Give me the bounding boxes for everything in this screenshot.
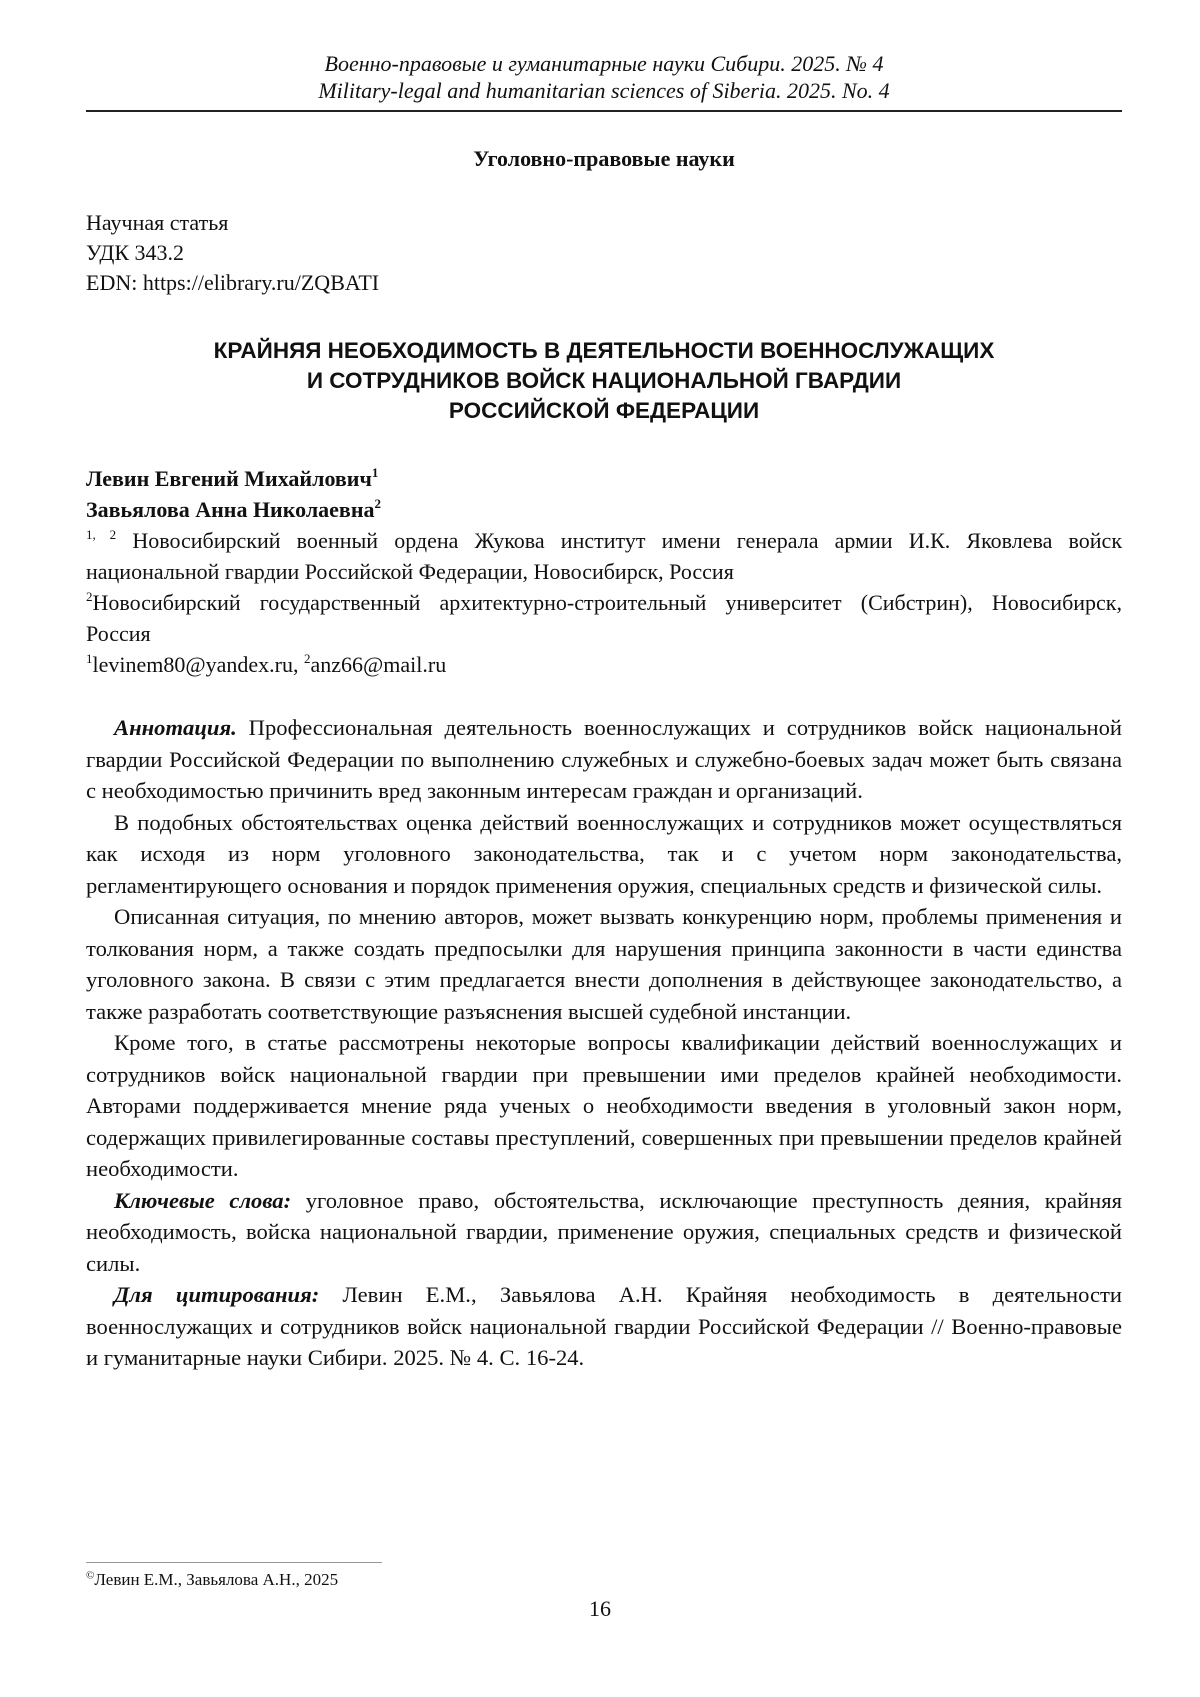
section-title: Уголовно-правовые науки [473, 146, 735, 171]
affiliation-mark: 1, 2 [86, 526, 117, 542]
keywords-label: Ключевые слова: [114, 1187, 292, 1213]
affiliation-mark: 2 [86, 588, 93, 604]
title-line: КРАЙНЯЯ НЕОБХОДИМОСТЬ В ДЕЯТЕЛЬНОСТИ ВОЕННОСЛУЖАЩИХ [213, 338, 995, 363]
email-link[interactable]: levinem80@yandex.ru, [92, 652, 304, 677]
edn-link[interactable]: EDN: https://elibrary.ru/ZQBATI [86, 270, 380, 295]
copyright-footnote: ©Левин Е.М., Завьялова А.Н., 2025 [86, 1569, 339, 1589]
email-link[interactable]: anz66@mail.ru [310, 652, 447, 677]
title-line: РОССИЙСКОЙ ФЕДЕРАЦИИ [448, 398, 760, 423]
keywords: Ключевые слова: уголовное право, обстоятельства, исключающие преступность деяния, крайняя необходимость, войска национальной гвардии, применение оружия, специальных средств и физической силы. [86, 1187, 1122, 1276]
abstract-paragraph: Кроме того, в статье рассмотрены некоторые вопросы квалификации действий военнослужащих и сотрудников войск национальной гвардии при превышении ими пределов крайней необходимости. Авторами поддерживается мнение ряда ученых о необходимости введения в уголовный закон норм, содержащих привилегированные составы преступлений, совершенных при превышении пределов крайней необходимости. [86, 1030, 1122, 1181]
abstract-paragraph: Описанная ситуация, по мнению авторов, может вызвать конкуренцию норм, проблемы применения и толкования норм, а также создать предпосылки для нарушения принципа законности в части единства уголовного закона. В связи с этим предлагается внести дополнения в действующее законодательство, а также разработать соответствующие разъяснения высшей судебной инстанции. [86, 904, 1122, 1024]
copyright-mark: © [86, 1569, 95, 1582]
page-number: 16 [589, 1596, 611, 1621]
abstract-paragraph: В подобных обстоятельствах оценка действий военнослужащих и сотрудников может осуществляться как исходя из норм уголовного законодательства, так и с учетом норм законодательства, регламентирующего основания и порядок применения оружия, специальных средств и физической силы. [86, 809, 1122, 898]
affiliation: $^2$Новосибирский государственный архитектурно-строительный университет (Сибстрин), Новосибирск, Россия [86, 588, 1122, 646]
article-title [86, 336, 1122, 426]
journal-header [86, 50, 1122, 104]
header-divider [86, 110, 1122, 112]
abstract-body [86, 712, 1122, 1374]
citation-label: Для цитирования: [114, 1282, 320, 1307]
article-meta [86, 208, 1122, 298]
author-mark: 2 [374, 495, 381, 511]
article-type: Научная статья [86, 210, 229, 235]
title-line: И СОТРУДНИКОВ ВОЙСК НАЦИОНАЛЬНОЙ ГВАРДИИ [306, 368, 902, 393]
udc-code: УДК 343.2 [86, 240, 185, 265]
author-mark: 1 [371, 464, 379, 480]
abstract-paragraph: Аннотация. Профессиональная деятельность военнослужащих и сотрудников войск национальной гвардии Российской Федерации по выполнению служебных и служебно-боевых задач может быть связана с необходимостью причинить вред законным интересам граждан и организаций. [86, 715, 1122, 803]
author-emails: $^1$levinem80@yandex.ru, $^2$anz66@mail.ru [86, 650, 447, 677]
footnote-divider [86, 1562, 382, 1563]
affiliation: $^{1, 2}$ Новосибирский военный ордена Жукова институт имени генерала армии И.К. Яковлева войск национальной гвардии Российской Федерации, Новосибирск, Россия [86, 526, 1123, 584]
author-name: Завьялова Анна Николаевна$^2$ [86, 495, 381, 522]
journal-line-en: Military-legal and humanitarian sciences of Siberia. 2025. No. 4 [318, 78, 890, 103]
author-name: Левин Евгений Михайлович$^1$ [86, 464, 379, 491]
abstract-label: Аннотация. [114, 715, 237, 740]
authors-block [86, 463, 1122, 680]
citation: Для цитирования: Левин Е.М., Завьялова А.Н. Крайняя необходимость в деятельности военнослужащих и сотрудников войск национальной гвардии Российской Федерации // Военно-правовые и гуманитарные науки Сибири. 2025. № 4. С. 16-24. [86, 1282, 1122, 1370]
journal-line-ru: Военно-правовые и гуманитарные науки Сибири. 2025. № 4 [324, 51, 884, 76]
